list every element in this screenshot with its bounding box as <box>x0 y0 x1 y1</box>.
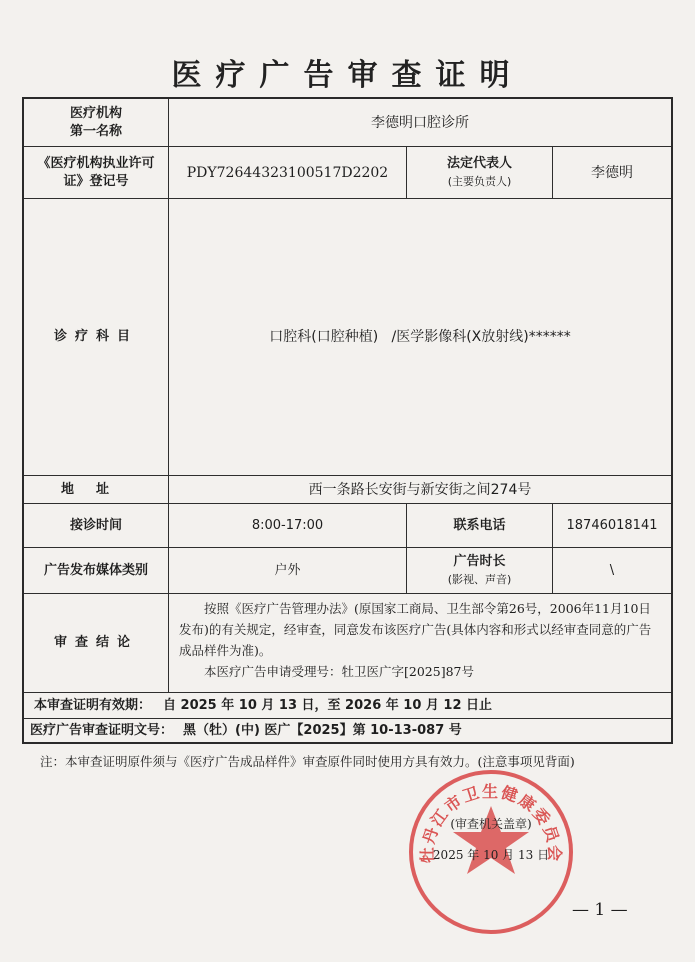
validity-label: 本审查证明有效期： <box>34 697 152 713</box>
doc-number-label: 医疗广告审查证明文号： <box>30 722 174 738</box>
departments-label: 诊疗科目 <box>24 199 169 476</box>
org-name-value: 李德明口腔诊所 <box>169 99 671 147</box>
seal-date: 2025 年 10 月 13 日 <box>432 848 550 862</box>
address-value: 西一条路长安街与新安街之间274号 <box>169 476 671 504</box>
validity-row <box>24 693 671 719</box>
validity-value: 自 2025 年 10 月 13 日，至 2026 年 10 月 12 日止 <box>163 697 493 713</box>
document-title: 医疗广告审查证明 <box>171 58 524 93</box>
conclusion-text <box>169 594 671 693</box>
phone-value: 18746018141 <box>553 504 671 548</box>
application-number: 本医疗广告申请受理号：牡卫医广字[2025]87号 <box>204 664 474 679</box>
phone-label: 联系电话 <box>407 504 553 548</box>
address-label: 地址 <box>24 476 169 504</box>
footnote: 注：本审查证明原件须与《医疗广告成品样件》审查原件同时使用方具有效力。(注意事项见背面) <box>40 754 575 769</box>
org-name-label: 医疗机构 第一名称 <box>24 99 169 147</box>
legal-rep-value: 李德明 <box>553 147 671 199</box>
hours-value: 8:00-17:00 <box>169 504 407 548</box>
hours-label: 接诊时间 <box>24 504 169 548</box>
page-number: — 1 — <box>572 900 628 920</box>
media-label: 广告发布媒体类别 <box>24 548 169 594</box>
duration-value: \ <box>553 548 671 594</box>
conclusion-paragraph: 按照《医疗广告管理办法》(原国家工商局、卫生部令第26号，2006年11月10日发布)的有关规定，经审查，同意发布该医疗广告(具体内容和形式以经审查同意的广告成品样件为准)。 <box>179 601 652 658</box>
seal-caption: (审查机关盖章) <box>450 817 532 831</box>
conclusion-label: 审查结论 <box>24 594 169 693</box>
departments-value: 口腔科(口腔种植) /医学影像科(X放射线)****** <box>169 199 671 476</box>
duration-label: 广告时长 (影视、声音) <box>407 548 553 594</box>
doc-number-value: 黑（牡）(中) 医广【2025】第 10-13-087 号 <box>183 722 462 738</box>
certificate-table <box>22 97 673 744</box>
legal-rep-label: 法定代表人 (主要负责人) <box>407 147 553 199</box>
license-number: PDY72644323100517D2202 <box>169 147 407 199</box>
doc-number-row <box>24 719 671 742</box>
seal-ring-text: 牡丹江市卫生健康委员会 <box>417 781 565 864</box>
media-value: 户外 <box>169 548 407 594</box>
license-label: 《医疗机构执业许可 证》登记号 <box>24 147 169 199</box>
official-seal-icon <box>405 766 577 938</box>
